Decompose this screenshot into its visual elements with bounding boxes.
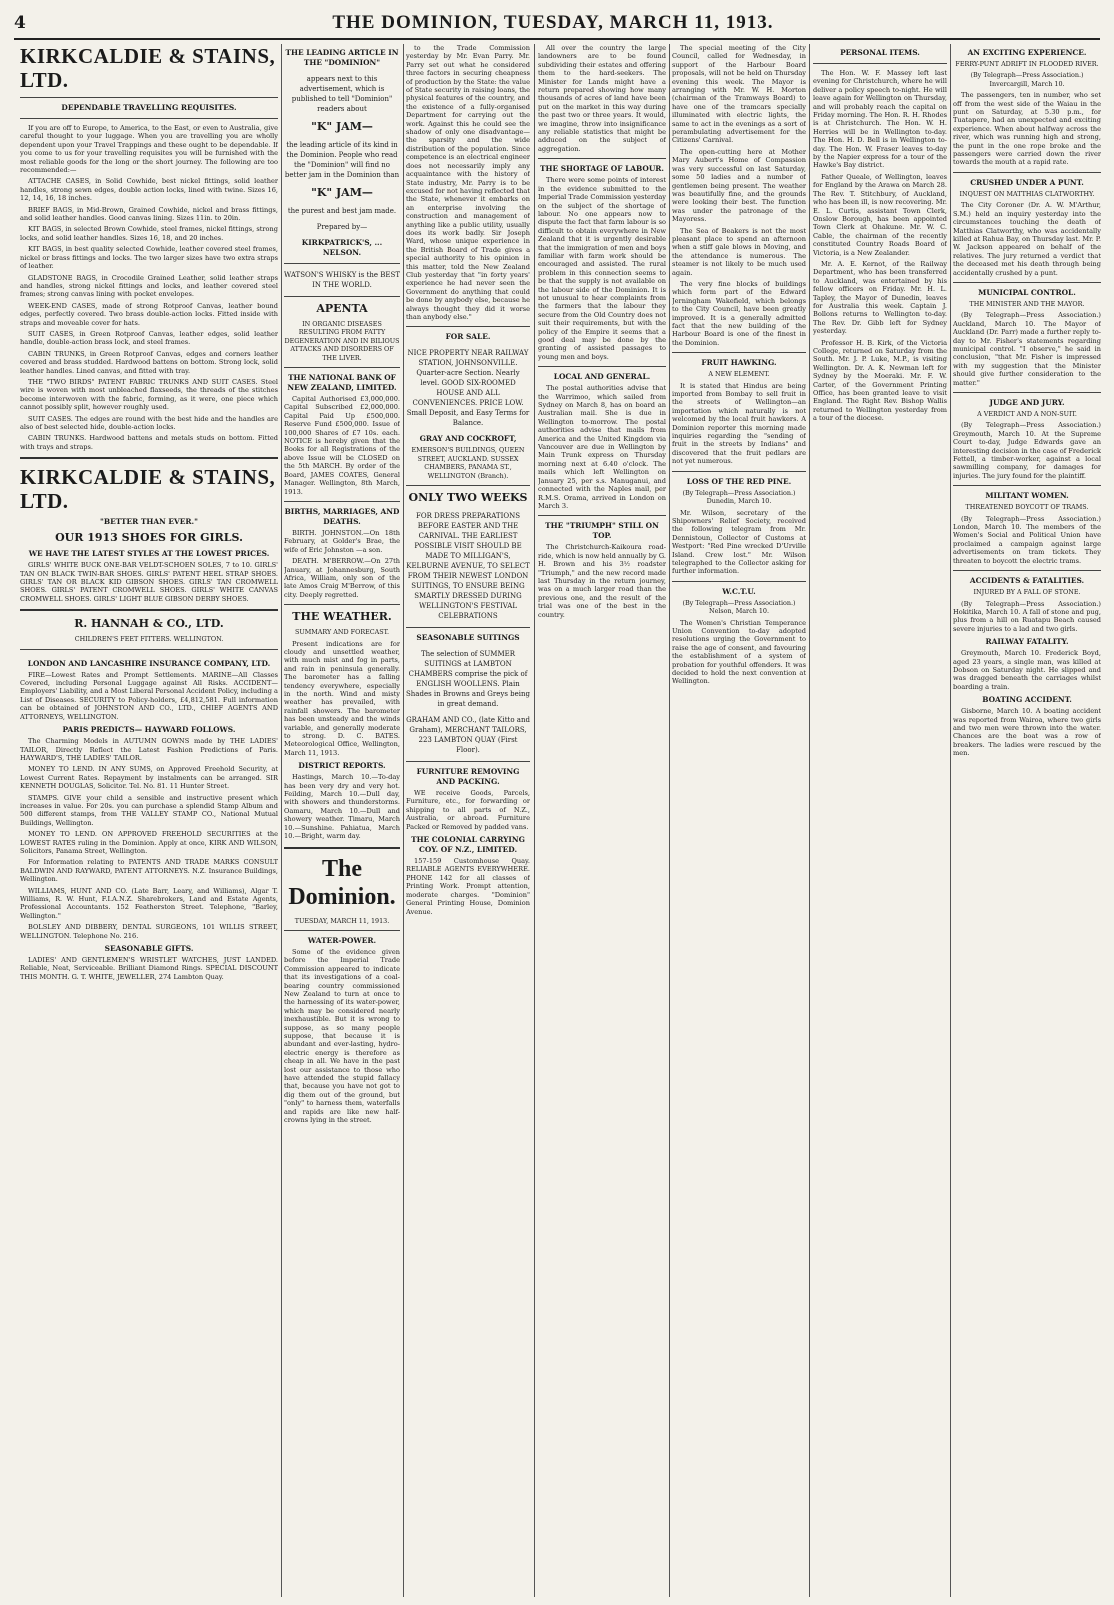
mil-subheading: THREATENED BOYCOTT OF TRAMS. [965, 503, 1089, 512]
ad-item: CABIN TRUNKS. Hardwood battens and metals studs on bottom. Fitted with trays and straps. [20, 434, 278, 451]
paris-heading: PARIS PREDICTS— HAYWARD FOLLOWS. [62, 725, 236, 735]
hannah-sub: CHILDREN'S FEET FITTERS. WELLINGTON. [74, 635, 224, 644]
furniture-body: WE receive Goods, Parcels, Furniture, etc., for forwarding or shipping to all parts of N.Z., Australia, or abroad. Furniture Packed or Removed by padded vans. [406, 789, 530, 831]
crushed-body: The City Coroner (Dr. A. W. M'Arthur, S.M.) held an inquiry yesterday into the circumstances touching the death of Matthias Clatworthy, who was accidentally killed at Rahua Bay, on Thursday last. Mr. P. W. Jackson appeared on behalf of the relatives. The jury returned a verdict that the deceased met his death through being accidentally crushed by a punt. [953, 201, 1101, 277]
shortage-body: There were some points of interest in the evidence submitted to the Imperial Trade Commission yesterday on the subject of the shortage of labour. No one appears now to dispute the fact that farm labour is so difficult to obtain everywhere in New Zealand that it is urgently desirable that the immigration of men and boys familiar with farm work should be encouraged and assisted. The rural problem in this connection seems to be that the supply is not available on the labour side of the Dominion. It is not unusual to hear complaints from the farmers that the labour they secure from the Old Country does not suit their requirements, but with the policy of the Empire it seems that a good deal may be done by the granting of assisted passages to young men and boys. [538, 176, 666, 361]
wctu-body: The Women's Christian Temperance Union Convention to-day adopted resolutions urging the Government to raise the age of consent, and favouring the establishment of a system of probation for youthful offenders. It was decided to hold the next convention at Wellington. [672, 618, 806, 686]
loss-subheading: (By Telegraph—Press Association.) Dunedin, March 10. [682, 488, 796, 506]
news-paragraph: The special meeting of the City Council, called for Wednesday, in support of the Harbour Board proposals, will not be held on Thursday evening this week. The Mayor is arranging with Mr. W. H. Morton (chairman of the Tramways Board) to have one of the tramcars specially illuminated with electric lights, the same to act in the evenings as a sort of perambulating advertisement for the Citizens' Carnival. [672, 44, 806, 145]
column-ads-and-leader [284, 44, 400, 1597]
news-paragraph: The Sea of Beakers is not the most pleasant place to spend an afternoon when a stiff gale blows in Moving, and the attendance is numerous. The steamer is not likely to be much used again. [672, 226, 806, 277]
leading-heading: THE LEADING ARTICLE IN THE "DOMINION" [285, 48, 399, 67]
loss-heading: LOSS OF THE RED PINE. [686, 476, 792, 486]
bank-body: Capital Authorised £3,000,000. Capital Subscribed £2,000,000. Capital Paid Up £500,000. Reserve Fund £500,000. Issue of 100,000 Shares of £7 10s. each. NOTICE is hereby given that the Books for all Registrations of the above Issue will be CLOSED on the 5th MARCH. By order of the Board, JAMES COATES, General Manager. Wellington, 8th March, 1913. [284, 395, 400, 496]
ad-brand-heading: KIRKCALDIE & STAINS, LTD. [20, 44, 276, 92]
forsale-heading: FOR SALE. [445, 332, 491, 342]
page-number: 4 [14, 13, 26, 33]
mil-heading: MILITANT WOMEN. [985, 491, 1069, 501]
aggregation-body: All over the country the large landowners are to be found subdividing their estates and offering them to the hard-seekers. The Minister for Lands might have a return prepared showing how many thousands of acres of land have been put on the market in this way during the past two or three years. It would, we imagine, throw into insignificance any reliable statistics that might be adduced on the subject of aggregation. [538, 44, 666, 153]
ad-item: THE "TWO BIRDS" PATENT FABRIC TRUNKS AND SUIT CASES. Steel wire is woven with most unbleached flaxseeds, the threads of the stitches become interwoven with the fabric, forming, as it were, one piece which cannot possibly split, however roughly used. [20, 377, 278, 412]
paris-body: The Charming Models in AUTUMN GOWNS made by THE LADIES' TAILOR, Directly Reflect the Latest Fashion Predictions of Paris. HAYWARD'S, THE LADIES' TAILOR. [20, 737, 278, 762]
kjam-body: the leading article of its kind in the Dominion. People who read the "Dominion" will find no better jam in the Dominion than [284, 141, 400, 179]
dominion-date: TUESDAY, MARCH 11, 1913. [294, 916, 390, 925]
prepared-by: Prepared by— [316, 223, 368, 231]
weather-subheading: SUMMARY AND FORECAST. [294, 628, 390, 637]
local-heading: LOCAL AND GENERAL. [553, 372, 651, 382]
ad-tagline: DEPENDABLE TRAVELLING REQUISITES. [61, 103, 237, 112]
twoweeks-body: FOR DRESS PREPARATIONS BEFORE EASTER AND THE CARNIVAL. THE EARLIEST POSSIBLE VISIT SHOULD BE MADE TO MILLIGAN'S, KELBURNE AVENUE, TO SELECT FROM THEIR NEWEST LONDON SUITINGS, TO ENSURE BEING SMARTLY DRESSED DURING WELLINGTON'S FESTIVAL CELEBRATIONS [406, 512, 530, 621]
weather-body: Present indications are for cloudy and unsettled weather, with much mist and fog in parts, and rain in peninsula generally. The barometer has a falling tendency everywhere, especially in the north. Wind and misty weather has prevailed, with rainfall showers. The barometer has been unsteady and the winds variable, and generally moderate to strong. D. C. BATES. Meteorological Office, Wellington, March 11, 1913. [284, 639, 400, 757]
personal-heading: PERSONAL ITEMS. [840, 48, 920, 57]
shoe-list: GIRLS' WHITE BUCK ONE-BAR VELDT-SCHOEN SOLES, 7 to 10. GIRLS' TAN ON BLACK TWIN-BAR SHOES. GIRLS' PATENT HEEL STRAP SHOES. GIRLS' TAN OR BLACK KID GIBSON SHOES. GIRLS' TAN CROMWELL SHOES. GIRLS' PATENT CROMWELL SHOES. GIRLS' WHITE CANVAS CROMWELL SHOES. GIRLS' LIGHT BLUE GIBSON DERBY SHOES. [20, 561, 278, 603]
money-ad-2: MONEY TO LEND. ON APPROVED FREEHOLD SECURITIES at the LOWEST RATES ruling in the Dominion. Apply at once, KIRK AND WILSON, Solicitors, Panama Street, Wellington. [20, 830, 278, 855]
fruit-heading: FRUIT HAWKING. [701, 358, 777, 368]
suitings-heading: SEASONABLE SUITINGS [416, 633, 520, 643]
column-rule [669, 44, 670, 1597]
stamps-ad: STAMPS. GIVE your child a sensible and instructive present which increases in value. For 20s. you can purchase a splendid Stamp Album and 500 different stamps, from THE VALLEY STAMP CO., National Mutual Buildings, Wellington. [20, 793, 278, 827]
muni-subheading: THE MINISTER AND THE MAYOR. [969, 299, 1085, 308]
muni-heading: MUNICIPAL CONTROL. [978, 287, 1076, 297]
news-paragraph: The open-cutting here at Mother Mary Aubert's Home of Compassion was very successful on last Saturday, some 50 ladies and a number of gentlemen being present. The weather was beautifully fine, and the grounds were looking their best. The function was under the patronage of the Mayoress. [672, 147, 806, 224]
ad-item: CABIN TRUNKS, in Green Rotproof Canvas, edges and corners leather covered and brass studded. Hardwood battens on bottom. Strong lock, solid leather handles. Lined canvas, and fitted with tray. [20, 349, 278, 375]
column-news-b [672, 44, 806, 1597]
kjam-heading: "K" JAM— [311, 120, 373, 133]
gray-body: EMERSON'S BUILDINGS, QUEEN STREET, AUCKLAND. SUSSEX CHAMBERS, PANAMA ST., WELLINGTON (Branch). [411, 446, 525, 480]
ad-item: ATTACHE CASES, in Solid Cowhide, best nickel fittings, solid leather handles, strong sewn edges, double action locks, lined with twine. Sizes 16, 12, 14, 16, 18 inches. [20, 177, 278, 203]
hannah-heading: R. HANNAH & CO., LTD. [74, 617, 224, 631]
ad-item: WEEK-END CASES, made of strong Rotproof Canvas, leather bound edges, perfectly covered. Two brass double-action locks. Fitted inside with straps and moveable cover for hats. [20, 301, 278, 327]
shoe-heading: OUR 1913 SHOES FOR GIRLS. [55, 531, 243, 545]
boat-heading: BOATING ACCIDENT. [982, 695, 1072, 705]
bank-heading: THE NATIONAL BANK OF NEW ZEALAND, LIMITED. [287, 373, 397, 393]
personal-paragraph: Father Queale, of Wellington, leaves for England by the Arawa on March 28. The Rev. T. Stitchbury, of Auckland, who has been ill, is now recovering. Mr. E. L. Curtis, assistant Town Clerk, Onslow Borough, has been appointed Town Clerk at Ohakune. Mr. W. C. Cable, the chairman of the recently constituted Country Roads Board of Victoria, is a New Zealander. [813, 172, 947, 257]
furniture-heading: FURNITURE REMOVING AND PACKING. [416, 767, 520, 787]
apenta-body: IN ORGANIC DISEASES RESULTING FROM FATTY DEGENERATION AND IN BILIOUS ATTACKS AND DISORDERS OF THE LIVER. [284, 320, 400, 362]
ad-item: SUIT CASES. The edges are round with the best hide and the handles are also of best selected hide, double-action locks. [20, 414, 278, 431]
personal-paragraph: Mr. A. E. Kernot, of the Railway Department, who has been transferred to Auckland, was entertained by his fellow officers on Friday. Mr. H. L. Tapley, the Mayor of Dunedin, leaves for Australia this week. Captain J. Bollons returns to Wellington to-day. The Rev. Dr. Gibb left for Sydney yesterday. [813, 259, 947, 336]
judge-heading: JUDGE AND JURY. [989, 398, 1065, 407]
kjam-body-2: the purest and best jam made. [287, 207, 397, 215]
dentists-ad: BOLSLEY AND DIBBERY, DENTAL SURGEONS, 101 WILLIS STREET, WELLINGTON. Telephone No. 216. [20, 923, 278, 940]
carrying-body: 157-159 Customhouse Quay. RELIABLE AGENTS EVERYWHERE. PHONE 142 for all classes of Printing Work. Prompt attention, moderate charges. "Dominion" General Printing House, Dominion Avenue. [406, 857, 530, 916]
column-ads-kirkcaldie [20, 44, 278, 1597]
rail-body: Greymouth, March 10. Frederick Boyd, aged 23 years, a single man, was killed at Dobson on Saturday night. He slipped and was dragged beneath the carriages whilst boarding a train. [953, 649, 1101, 691]
column-rule [950, 44, 951, 1597]
judge-body: (By Telegraph—Press Association.) Greymouth, March 10. At the Supreme Court to-day, Judge Edwards gave an interesting decision in the case of Frederick Fettell, a timber-worker, against a local sawmilling company, for damages for injuries. The jury found for the plaintiff. [953, 421, 1101, 480]
column-rule [403, 44, 404, 1597]
masthead [14, 8, 1100, 40]
forsale-body: NICE PROPERTY NEAR RAILWAY STATION, JOHNSONVILLE. Quarter-acre Section. Nearly level. GOOD SIX-ROOMED HOUSE AND ALL CONVENIENCES. PRICE LOW. Small Deposit, and Easy Terms for Balance. [406, 349, 530, 428]
editorial-body: to the Trade Commission yesterday by Mr. Evan Parry. Mr. Parry set out what he considered three factors in securing cheapness of production by the State: the value of State security in raising loans, the physical features of the country, and the existence of a fully-organised Department for carrying out the work. Against this he could see the shadow of only one disadvantage—the sparsity and the wide distribution of the population. Since competence is an electrical engineer does not necessarily imply any acquaintance with the history of State industry, Mr. Parry is to be excused for not having reflected that the State, whenever it embarks on an enterprise involving the construction and management of anything like a public utility, usually does its work badly. Sir Joseph Ward, whose unique experience in the British Board of Trade gives a special authority to his opinion in this matter, told the New Zealand Club yesterday that "in forty years' experience he had never seen the Government do anything that could be done by anybody else, because he always thought they did it worse than anybody else." [406, 44, 530, 321]
column-news-a [538, 44, 666, 1597]
ad-item: KIT BAGS, in best quality selected Cowhide, leather covered steel frames, nickel or brass fittings and locks. The two larger sizes have two extra straps of leather. [20, 245, 278, 271]
weather-heading: THE WEATHER. [292, 610, 392, 624]
gifts-body: LADIES' AND GENTLEMEN'S WRISTLET WATCHES, JUST LANDED. Reliable, Neat, Serviceable. Brilliant Diamond Rings. SPECIAL DISCOUNT THIS MONTH. G. T. WHITE, JEWELLER, 274 Lambton Quay. [20, 956, 278, 981]
gifts-heading: SEASONABLE GIFTS. [104, 944, 194, 954]
acc-subheading: INJURED BY A FALL OF STONE. [973, 588, 1081, 597]
loss-body: Mr. Wilson, secretary of the Shipowners' Relief Society, received the following telegram from Mr. Dennistoun, Collector of Customs at Westport: "Red Pine wrecked D'Urville Island. Crew lost." Mr. Wilson telegraphed to the Collector asking for further information. [672, 508, 806, 576]
dominion-masthead-logo: The Dominion. [288, 855, 396, 910]
ad-item: BRIEF BAGS, in Mid-Brown, Grained Cowhide, nickel and brass fittings, and solid leather handles. Good canvas lining. Sizes 11in. to 20in. [20, 205, 278, 223]
williams-ad: WILLIAMS, HUNT AND CO. (Late Barr, Leary, and Williams), Algar T. Williams, R. W. Hunt, F.I.A.N.Z. Sharebrokers, Land and Estate Agents, Professional Accountants. 152 Featherston Street. Telephone, "Barley, Wellington." [20, 886, 278, 920]
suitings-body: The selection of SUMMER SUITINGS at LAMBTON CHAMBERS comprise the pick of ENGLISH WOOLLENS. Plain Shades in Browns and Greys being in great demand. [406, 650, 530, 709]
crushed-heading: CRUSHED UNDER A PUNT. [970, 177, 1084, 187]
death-notice: DEATH. M'BERROW.—On 27th January, at Johannesburg, South Africa, William, only son of the late Amos Craig M'Berrow, of this city. Deeply regretted. [284, 557, 400, 599]
exp-heading: AN EXCITING EXPERIENCE. [967, 48, 1087, 57]
water-body: Some of the evidence given before the Imperial Trade Commission appeared to indicate that its investigations of a coal-bearing country commissioned New Zealand to turn at once to the harnessing of its water-power, which may be considered nearly inexhaustible. But it is wrong to suppose, as so many people suppose, that because it is abundant and ever-lasting, hydro-electric energy is therefore as cheap in all. We have in the past lost our assistance to those who have attended the stupid fallacy that, because you have not got to dig them out of the ground, but "only" to harness them, waterfalls and rapids are like new half-crowns lying in the street. [284, 947, 400, 1125]
column-rule [809, 44, 810, 1597]
ad-item: KIT BAGS, in selected Brown Cowhide, steel frames, nickel fittings, strong locks, and solid leather handles. Sizes 16, 18, and 20 inches. [20, 225, 278, 242]
column-personal [813, 44, 947, 1597]
column-rule [534, 44, 535, 1597]
muni-body: (By Telegraph—Press Association.) Auckland, March 10. The Mayor of Auckland (Dr. Parr) made a further reply to-day to Mr. Fisher's statements regarding municipal control. "I observe," he said in conclusion, "that Mr. Fisher is impressed with my suggestion that the Minister should give further consideration to the matter." [953, 311, 1101, 387]
kirkpatrick: KIRKPATRICK'S, ... NELSON. [301, 238, 383, 257]
personal-paragraph: The Hon. W. F. Massey left last evening for Christchurch, where he will deliver a policy speech to-night. He will leave again for Wellington on Thursday, and will probably reach the capital on Friday morning. The Hon. R. H. Rhodes is at Christchurch. The Hon. W. H. Herries will be in Wellington to-day. The Hon. H. D. Bell is in Wellington to-day. The Hon. W. Fraser leaves to-day by the Napier express for a tour of the Hawke's Bay district. [813, 69, 947, 170]
acc-body: (By Telegraph—Press Association.) Hokitika, March 10. A fall of stone and pug, plus from a hill on Ruatapu Beach caused severe injuries to a lad and two girls. [953, 599, 1101, 633]
insurance-body: FIRE—Lowest Rates and Prompt Settlements. MARINE—All Classes Covered, including Personal Luggage against All Risks. ACCIDENT—Employers' Liability, and a Most Liberal Personal Accident Policy, including a List of Diseases. SECURITY to Policy-holders, £4,812,581. Full information can be obtained of JOHNSTON AND CO., LTD., CHIEF AGENTS AND ATTORNEYS, WELLINGTON. [20, 670, 278, 721]
triumph-body: The Christchurch-Kaikoura road-ride, which is now held annually by G. H. Brown and his 3½ roadster "Triumph," and the new record made last Thursday in the return journey, was on a much larger road than the previous one, and the result of the trial was one of the best in the country. [538, 543, 666, 619]
watson-ad: WATSON'S WHISKY is the BEST IN THE WORLD. [284, 271, 400, 289]
column-editorial-and-ads [406, 44, 530, 1597]
crushed-subheading: INQUEST ON MATTHIAS CLATWORTHY. [959, 189, 1095, 198]
district-body: Hastings, March 10.—To-day has been very dry and very hot. Feilding, March 10.—Dull day, with showers and thunderstorms. Oamaru, March 10.—Dull and showery weather. Timaru, March 10.—Sunshine. Pahiatua, March 10.—Bright, warm day. [284, 773, 400, 841]
graham-ad: GRAHAM AND CO., (late Kitto and Graham), MERCHANT TAILORS, 223 LAMBTON QUAY (First Floor). [406, 716, 530, 755]
shoe-tagline: "BETTER THAN EVER." [100, 517, 198, 527]
exp-telegraph: (By Telegraph—Press Association.) Invercargill, March 10. [970, 71, 1084, 88]
patents-ad: For Information relating to PATENTS AND TRADE MARKS CONSULT BALDWIN AND RAYWARD, PATENT ATTORNEYS. N.Z. Insurance Buildings, Wellington. [20, 858, 278, 884]
page-title: THE DOMINION, TUESDAY, MARCH 11, 1913. [332, 12, 774, 33]
insurance-heading: LONDON AND LANCASHIRE INSURANCE COMPANY, LTD. [27, 658, 271, 668]
ad-brand-heading-2: KIRKCALDIE & STAINS, LTD. [20, 465, 276, 514]
ad-item: SUIT CASES, in Green Rotproof Canvas, leather edges, solid leather handle, double-action brass lock, and steel frames. [20, 329, 278, 347]
kjam-heading-2: "K" JAM— [311, 186, 373, 199]
judge-subheading: A VERDICT AND A NON-SUIT. [977, 410, 1077, 418]
water-heading: WATER-POWER. [307, 935, 377, 945]
leading-body: appears next to this advertisement, which is published to tell "Dominion" readers about [291, 75, 393, 113]
money-ad: MONEY TO LEND. IN ANY SUMS, on Approved Freehold Security, at Lowest Current Rates. Repayment by instalments can be arranged. SIR KENNETH DOUGLAS, Solicitor. Tel. No. 81. 11 Hunter Street. [20, 765, 278, 791]
fruit-body: It is stated that Hindus are being imported from Bombay to sell fruit in the streets of Wellington—an importation which naturally is not welcomed by the local fruit hawkers. A Dominion reporter this morning made inquiries regarding the "sending of fruit in the streets by Indians" and discovered that the fruit pedlars are not yet numerous. [672, 381, 806, 466]
twoweeks-heading: ONLY TWO WEEKS [408, 491, 528, 505]
ad-item: GLADSTONE BAGS, in Crocodile Grained Leather, solid leather straps and handles, strong nickel fittings and locks, and leather covered steel frames; strong canvas lining with pocket envelopes. [20, 273, 278, 299]
exp-body: The passengers, ten in number, who set off from the west side of the Waiau in the punt on Saturday, at 5.30 p.m., for Tuatapere, had an unexpected and exciting experience. When about halfway across the river, which was running high and strong, the punt in the one rope broke and the passengers were carried down the river towards the mouth at a rapid rate. [953, 91, 1101, 167]
mil-body: (By Telegraph—Press Association.) London, March 10. The members of the Women's Social and Political Union have proclaimed a campaign against large advertisements on tram tickets. They threaten to boycott the electric trams. [953, 514, 1101, 565]
shortage-heading: THE SHORTAGE OF LABOUR. [540, 164, 664, 174]
wctu-subheading: (By Telegraph—Press Association.) Nelson, March 10. [682, 598, 796, 616]
rail-heading: RAILWAY FATALITY. [985, 637, 1069, 647]
local-body: The postal authorities advise that the Warrimoo, which sailed from Sydney on March 8, has on board an Australian mail. She is due in Wellington to-morrow. The postal authorities advise that mails from America and the United Kingdom via Vancouver are due in Wellington by Main Trunk express on Thursday morning next at 6.40 o'clock. The mails which left Wellington on January 25, per s.s. Manuganui, and connected with the Naples mail, per R.M.S. Orama, arrived in London on March 3. [538, 384, 666, 510]
wctu-heading: W.C.T.U. [722, 586, 756, 596]
gray-heading: GRAY AND COCKROFT, [419, 434, 517, 444]
news-paragraph: The very fine blocks of buildings which form part of the Edward Jerningham Wakefield, which belongs to the City Council, have been greatly improved. It is a generally admitted fact that the new building of the Harbour Board is one of the finest in the Dominion. [672, 279, 806, 347]
apenta-heading: APENTA [316, 302, 368, 315]
column-rule [281, 44, 282, 1597]
ad-intro: If you are off to Europe, to America, to the East, or even to Australia, give careful thought to your luggage. When you are travelling you are wholly dependent upon your Travel Trappings and these ought to be dependable. If you come to us for your travelling requisites you will be furnished with the most reliable goods for the long or the short journey. The following are too recommended:— [20, 124, 278, 175]
triumph-heading: THE "TRIUMPH" STILL ON TOP. [545, 521, 659, 541]
exp-subheading: FERRY-PUNT ADRIFT IN FLOODED RIVER. [955, 60, 1099, 68]
birth-notice: BIRTH. JOHNSTON.—On 18th February, at Golder's Brae, the wife of Eric Johnston —a son. [284, 528, 400, 554]
boat-body: Gisborne, March 10. A boating accident was reported from Wairoa, where two girls and two men were thrown into the water. Chances are the boat was a row of breakers. The ladies were rescued by the men. [953, 707, 1101, 758]
shoe-subheading: WE HAVE THE LATEST STYLES AT THE LOWEST PRICES. [28, 549, 270, 559]
personal-paragraph: Professor H. B. Kirk, of the Victoria College, returned on Saturday from the South. Mr. J. P. Luke, M.P., is visiting Wellington. Dr. A. K. Newman left for Sydney by the Moeraki. Mr. F. W. Carter, of the Government Printing Office, has been granted leave to visit England. The Right Rev. Bishop Wallis returned to Wellington yesterday from a tour of the diocese. [813, 338, 947, 423]
district-heading: DISTRICT REPORTS. [298, 761, 386, 771]
carrying-heading: THE COLONIAL CARRYING COY. OF N.Z., LIMITED. [411, 835, 525, 855]
births-heading: BIRTHS, MARRIAGES, AND DEATHS. [284, 506, 400, 526]
fruit-subheading: A NEW ELEMENT. [708, 370, 770, 379]
column-telegraph [953, 44, 1101, 1597]
acc-heading: ACCIDENTS & FATALITIES. [969, 576, 1085, 586]
